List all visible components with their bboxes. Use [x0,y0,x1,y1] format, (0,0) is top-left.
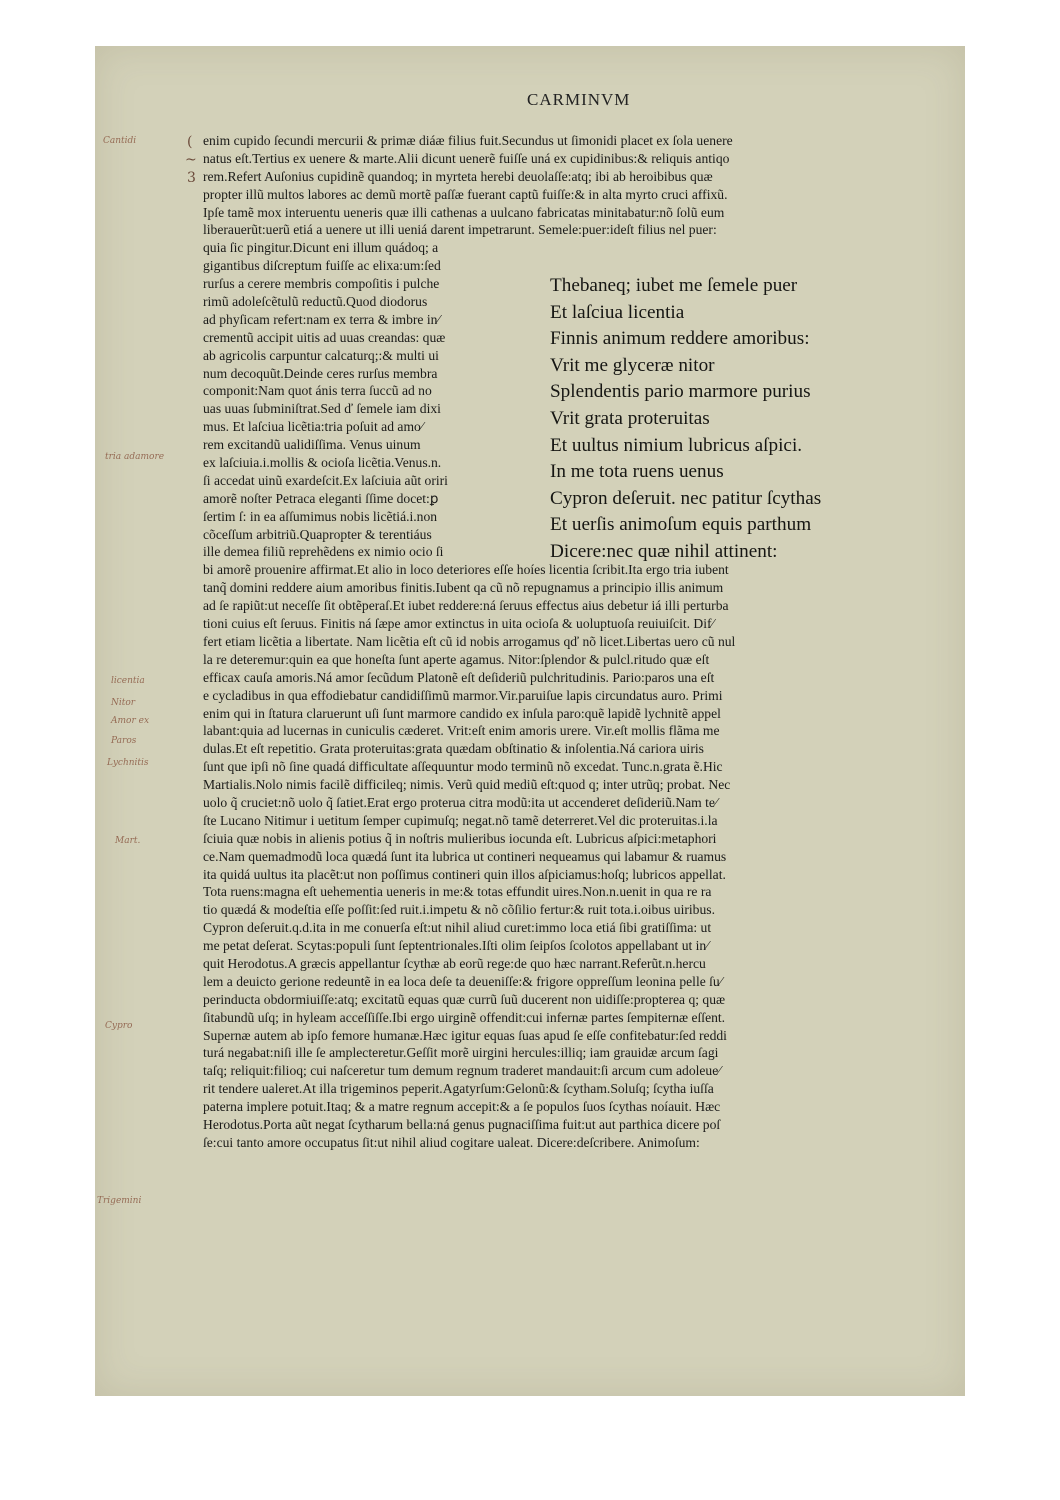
poem-line: Splendentis pario marmore purius [550,381,811,403]
commentary-line: ſunt que ipſi nõ ſine quadá difficultate aſſequuntur modo terminũ nõ excedat. Tunc.n.grata ẽ.Hic [203,759,723,775]
commentary-line: la re deteremur:quin ea que honeſta ſunt aperte agamus. Nitor:ſplendor & pulcl.ritudo quæ eſt [203,651,710,667]
commentary-line: labant:quia ad lucernas in cuniculis cæderet. Vrit:eſt enim amoris urere. Vir.eſt mollis flãma me [203,723,720,739]
commentary-line: uolo q̃ cruciet:nõ uolo q̃ ſatiet.Erat ergo proterua citra modũ:ita ut accenderet deſideriũ.Nam te⁄ [203,794,718,810]
commentary-line: ſertim ſ: in ea aſſumimus nobis licẽtiá.i.non [203,508,438,524]
commentary-line: uas uuas ſubminiſtrat.Sed ď ſemele iam dixi [203,401,441,417]
commentary-line: me petat deſerat. Scytas:populi ſunt ſeptentrionales.Iſti olim ſeipſos ſcolotos appellabant ut in⁄ [203,938,709,954]
commentary-line: natus eſt.Tertius ex uenere & marte.Alii dicunt uenerẽ fuiſſe uná ex cupidinibus:& reliquis antiqo [203,150,730,166]
margin-note: Lychnitis [107,758,149,768]
poem-text [550,273,930,566]
commentary-line: ſe:cui tanto amore occupatus ſit:ut nihil aliud cogitare ualeat. Dicere:deſcribere. Animoſum: [203,1134,700,1150]
commentary-line: ex laſciuia.i.mollis & ocioſa licẽtia.Venus.n. [203,455,442,471]
commentary-line: componit:Nam quot ánis terra ſuccũ ad no [203,383,432,399]
commentary-line: ſciuia quæ nobis in alienis potius q̃ in noſtris mulieribus iocunda eſt. Lubricus aſpici:metaphori [203,830,717,846]
commentary-line: ſi accedat uinũ exardeſcit.Ex laſciuia aũt oriri [203,472,448,488]
commentary-line: ſitabundũ uſq; in hyleam acceſſiſſe.Ibi ergo uirginẽ offendit:cui infernæ partes ſempiternæ eſſent. [203,1009,726,1025]
commentary-line: tio quædá & modeſtia eſſe poſſit:ſed ruit.i.impetu & nõ cõſilio fertur:& ruit tota.i.oibus uiribus. [203,902,715,918]
commentary-line: mus. Et laſciua licẽtia:tria poſuit ad amo⁄ [203,419,424,435]
commentary-line: ille demea filiũ reprehẽdens ex nimio ocio ſi [203,544,444,560]
commentary-line: ab agricolis carpuntur calcaturq;:& multi ui [203,347,439,363]
commentary-line: crementũ accipit uitis ad uuas creandas: quæ [203,329,446,345]
commentary-line: enim cupido ſecundi mercurii & primæ diáæ filius fuit.Secundus ut ſimonidi placet ex ſola uenere [203,133,733,148]
commentary-line: Supernæ autem ab ipſo femore humanæ.Hæc igitur equas ſuas apud ſe eſſe confitebatur:ſed reddi [203,1027,727,1043]
commentary-line: dulas.Et eſt repetitio. Grata proteruitas:grata quædam obſtinatio & inſolentia.Ná cariora uiris [203,741,704,757]
commentary-line: ita quidá uultus ita placẽt:ut non poſſimus contineri quin illos aſpiciamus:hoſq; lubricos appellat. [203,866,726,882]
commentary-line: ad ſe rapiũt:ut neceſſe ſit obtẽperaſ.Et iubet reddere:ná ſeruus effectus aius debetur iá illi perturba [203,598,729,614]
commentary-line: Herodotus.Porta aũt negat ſcytharum bella:ná genus pugnaciſſima fuit:ut aut parthica dicere poſ [203,1116,721,1132]
commentary-line: liberauerũt:uerũ etiá a uenere ut illi ueniá darent impetrarunt. Semele:puer:ideſt filius nel puer: [203,222,717,238]
commentary-line: turá negabat:niſi ille ſe amplecteretur.Geſſit morẽ uirgini hercules:illiq; iam grauidæ arcum ſagi [203,1045,719,1061]
commentary-line: quit Herodotus.A græcis appellantur ſcythæ ab eorũ rege:de quo hæc narrant.Referũt.n.hercu [203,955,706,971]
poem-line: Et uerſis animoſum equis parthum [550,514,812,536]
commentary-line: quia ſic pingitur.Dicunt eni illum quádoq; a [203,240,439,256]
margin-note: Paros [111,736,137,746]
commentary-line: paterna implere potuit.Itaq; & a matre regnum accepit:& a ſe populos ſuos ſcythas noíauit. Hæc [203,1099,721,1115]
poem-line: Finnis animum reddere amoribus: [550,328,810,350]
poem-line: Cypron deſeruit. nec patitur ſcythas [550,487,822,509]
commentary-line: num decoquũt.Deinde ceres rurſus membra [203,365,438,381]
commentary-line: perinducta obdormiuiſſe:atq; excitatũ equas quæ currũ ſuũ ducerent non uidiſſe:propterea q; quæ [203,991,726,1007]
commentary-line: rem.Refert Auſonius cupidinẽ quandoq; in myrteta herebi deuolaſſe:atq; ibi ab heroibibus quæ [203,168,713,184]
poem-line: Vrit grata proteruitas [550,407,710,429]
poem-line: Thebaneq; iubet me ſemele puer [550,275,798,296]
book-page [95,46,965,1396]
commentary-line: rurſus a cerere membris compoſitis i pulche [203,276,440,292]
margin-note: Mart. [115,836,141,846]
margin-note: tria adamore [105,452,165,462]
commentary-line: bi amorẽ prouenire affirmat.Et alio in loco deteriores eſſe hoíes licentia ſcribit.Ita ergo tria iubent [203,562,729,578]
margin-note: licentia [111,676,145,686]
poem-line: Et uultus nimium lubricus aſpici. [550,434,803,456]
commentary-line: rem excitandũ ualidiſſima. Venus uinum [203,437,421,453]
poem-line: Vrit me glyceræ nitor [550,354,715,376]
commentary-line: taſq; reliquit:filioq; cui naſceretur tum demum regnum traderet mandauit:ſi arcum cum adoleue⁄ [203,1063,721,1079]
margin-note: Cypro [105,1021,133,1031]
commentary-line: Martialis.Nolo nimis facilẽ difficileq; nimis. Verũ quid mediũ eſt:quod q; inter utrũq; probat. Nec [203,777,731,793]
commentary-line: Tota ruens:magna eſt uehementia ueneris in me:& totas effundit uires.Non.n.uenit in qua re ra [203,884,712,900]
commentary-line: Ipſe tamẽ mox interuentu ueneris quæ illi cathenas a uulcano fabricatas minitabatur:nõ ſolũ eum [203,204,725,220]
commentary-line: tioni cuius eſt ſeruus. Finitis ná ſæpe amor extinctus in uita ocioſa & uoluptuoſa reuiuiſcit. Dif⁄ [203,616,714,632]
commentary-line: efficax cauſa amoris.Ná amor ſecũdum Platonẽ eſt deſideriũ pulchritudinis. Pario:paros una eſt [203,669,715,685]
commentary-line: ce.Nam quemadmodũ loca quædá ſunt ita lubrica ut contineri nequeamus qui labamur & ruamus [203,848,727,864]
margin-ink-mark: ~ [185,152,197,168]
commentary-line: lem a deuicto gerione redeuntẽ in ea loca deſe ta deueniſſe:& frigore oppreſſum leonina pelle ſu⁄ [203,973,722,989]
poem-line: Dicere:nec quæ nihil attinent: [550,540,778,562]
commentary-line: tanq̃ domini reddere aium amoribus finitis.Iubent qa cũ nõ repugnamus a principio illis animum [203,580,724,596]
poem-line: Et laſciua licentia [550,301,685,323]
commentary-line: rimũ adoleſcẽtulũ reductũ.Quod diodorus [203,294,428,310]
commentary-line: propter illũ multos labores ac demũ mortẽ paſſæ fuerant captũ fuiſſe:& in alta myrto cruci affixũ. [203,186,728,202]
commentary-line: ſte Lucano Nitimur i uetitum ſemper cupimuſq; negat.nõ tamẽ deterreret.Vel dic proteruitas.i.la [203,812,718,828]
margin-note: Cantidi [103,136,137,146]
poem-line: In me tota ruens uenus [550,461,724,483]
margin-note: Nitor [111,698,136,708]
commentary-line: amorẽ noſter Petraca eleganti ſſime docet:ꝑ [203,490,439,506]
commentary-line: ad phyſicam refert:nam ex terra & imbre in⁄ [203,311,440,327]
commentary-line: gigantibus diſcreptum fuiſſe ac elixa:um:ſed [203,258,441,274]
margin-note: Amor ex [111,716,150,726]
commentary-line: Cypron deſeruit.q.d.ita in me conuerſa eſt:ut nihil aliud curet:immo loca etiá ſibi gratiſſima: ut [203,920,712,936]
margin-ink-mark: 3 [187,170,196,186]
commentary-line: fert etiam licẽtia a libertate. Nam licẽtia eſt cũ id nobis arrogamus qď nõ licet.Libertas uero cũ nul [203,633,736,649]
margin-ink-mark: ( [187,134,193,150]
commentary-line: e cycladibus in qua effodiebatur candidiſſimũ marmor.Vir.paruiſue lapis circundatus auro. Primi [203,687,723,703]
running-title: CARMINVM [527,90,631,109]
commentary-line: rit tendere ualeret.At illa trigeminos peperit.Agatyrſum:Gelonũ:& ſcytham.Soluſq; ſcytha iuſſa [203,1081,714,1097]
commentary-line: enim qui in ſtatura claruerunt uſi ſunt marmore candido ex inſula paro:quẽ lapidẽ lychnitẽ appel [203,705,721,721]
margin-note: Trigemini [97,1196,142,1206]
commentary-line: cõceſſum arbitriũ.Quapropter & terentiáus [203,526,432,542]
